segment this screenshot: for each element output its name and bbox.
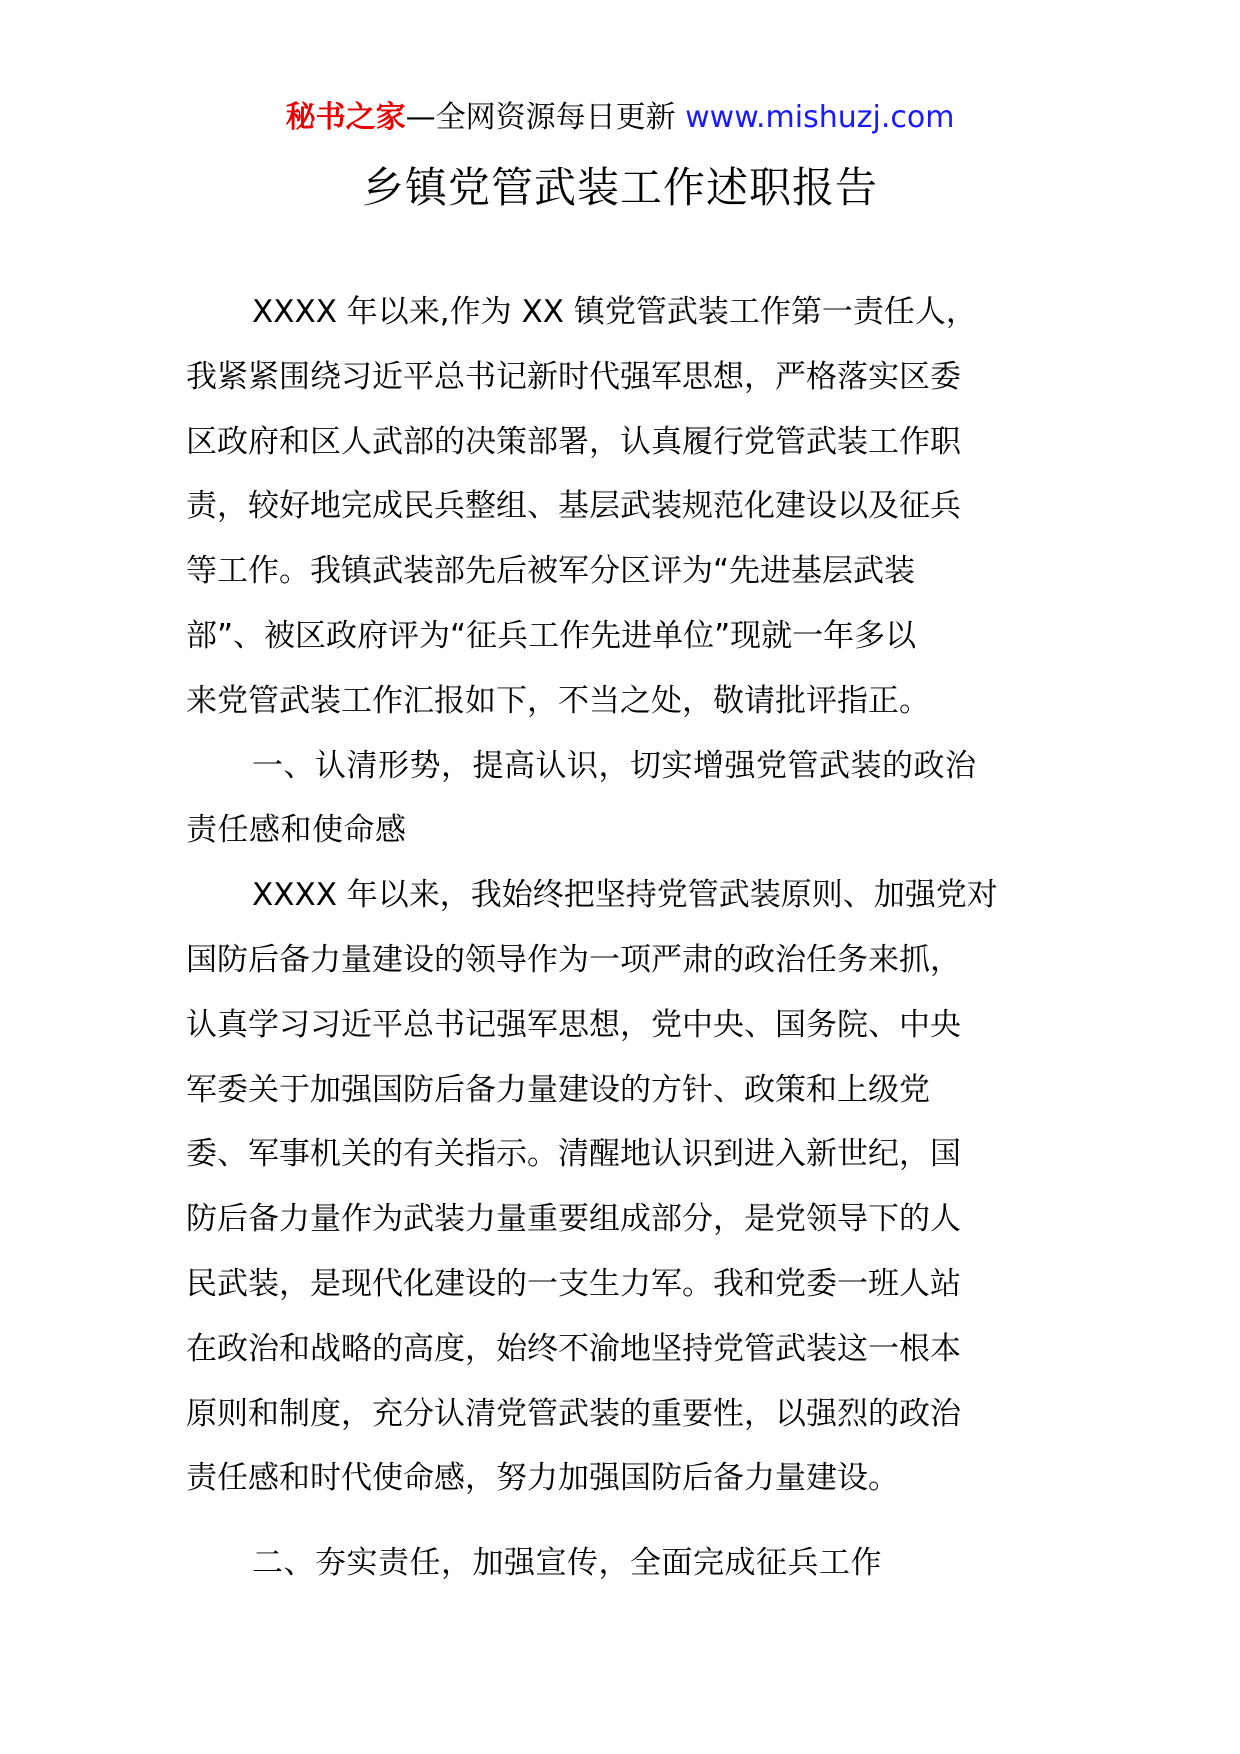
document-body xyxy=(186,292,1056,1608)
paragraph-spacer xyxy=(186,1523,1056,1543)
paragraph-line: XXXX 年以来,作为 XX 镇党管武装工作第一责任人， xyxy=(252,294,977,330)
paragraph-line: XXXX 年以来，我始终把坚持党管武装原则、加强党对 xyxy=(252,877,998,914)
site-url-link[interactable]: www.mishuzj.com xyxy=(685,100,955,135)
site-tagline: —全网资源每日更新 xyxy=(405,100,676,135)
section-heading-line: 一、认清形势，提高认识，切实增强党管武装的政治 xyxy=(252,747,977,784)
site-name: 秘书之家 xyxy=(285,100,406,135)
paragraph-line: 等工作。我镇武装部先后被军分区评为“先进基层武装 xyxy=(186,553,916,590)
document-title: 乡镇党管武装工作述职报告 xyxy=(361,163,878,212)
section-heading-line: 责任感和使命感 xyxy=(186,812,407,849)
paragraph-line: 在政治和战略的高度，始终不渝地坚持党管武装这一根本 xyxy=(186,1330,961,1367)
paragraph-line: 部”、被区政府评为“征兵工作先进单位”现就一年多以 xyxy=(186,617,917,654)
site-header xyxy=(0,98,1240,138)
paragraph-line: 来党管武装工作汇报如下，不当之处，敬请批评指正。 xyxy=(186,682,930,719)
paragraph-line: 军委关于加强国防后备力量建设的方针、政策和上级党 xyxy=(186,1071,930,1108)
paragraph-line: 认真学习习近平总书记强军思想，党中央、国务院、中央 xyxy=(186,1006,961,1043)
paragraph-line: 责任感和时代使命感，努力加强国防后备力量建设。 xyxy=(186,1460,899,1497)
paragraph-line: 委、军事机关的有关指示。清醒地认识到进入新世纪，国 xyxy=(186,1136,961,1173)
paragraph-line: 我紧紧围绕习近平总书记新时代强军思想，严格落实区委 xyxy=(186,358,961,395)
paragraph-line: 民武装，是现代化建设的一支生力军。我和党委一班人站 xyxy=(186,1265,961,1302)
paragraph-line: 防后备力量作为武装力量重要组成部分，是党领导下的人 xyxy=(186,1201,961,1238)
paragraph-line: 责，较好地完成民兵整组、基层武装规范化建设以及征兵 xyxy=(186,488,961,525)
section-heading-line: 二、夯实责任，加强宣传，全面完成征兵工作 xyxy=(252,1545,882,1582)
paragraph-line: 区政府和区人武部的决策部署，认真履行党管武装工作职 xyxy=(186,423,961,460)
paragraph-line: 国防后备力量建设的领导作为一项严肃的政治任务来抓， xyxy=(186,941,961,978)
paragraph-line: 原则和制度，充分认清党管武装的重要性，以强烈的政治 xyxy=(186,1395,961,1432)
